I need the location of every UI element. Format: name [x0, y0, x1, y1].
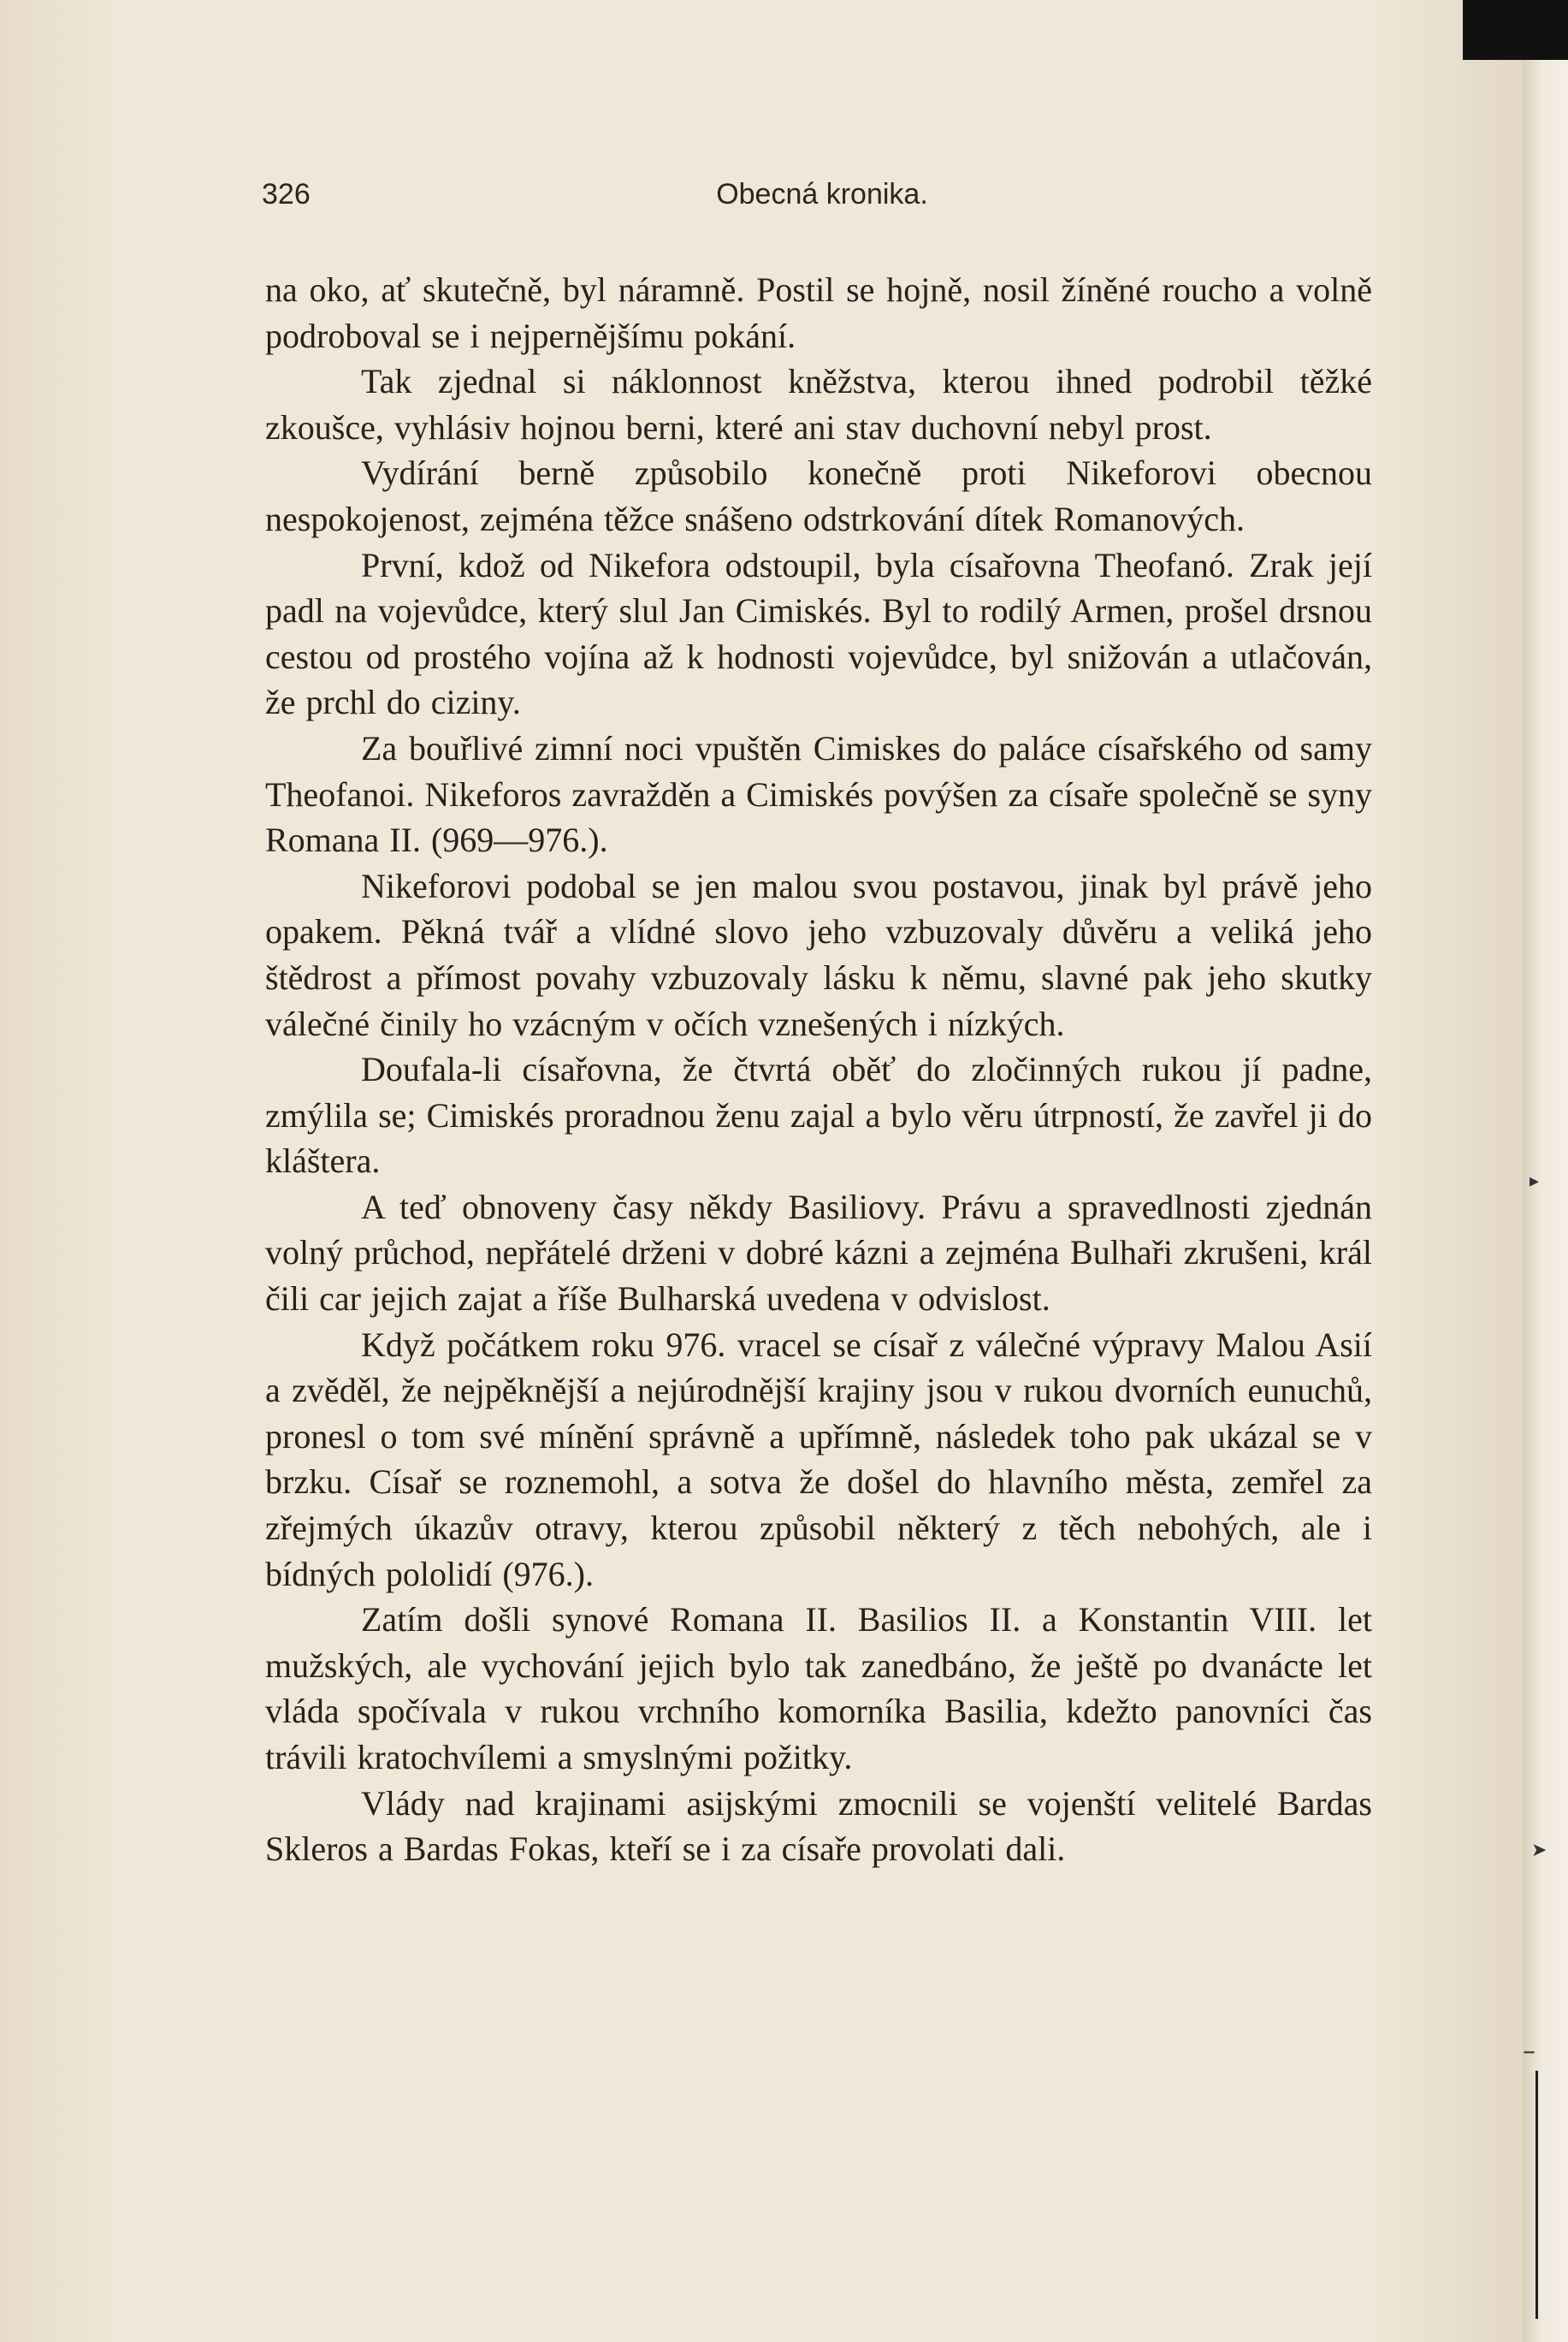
margin-mark-upper: ▸ — [1530, 1171, 1540, 1192]
scan-shadow — [1463, 0, 1568, 60]
paragraph: Když počátkem roku 976. vracel se císař z válečné výpravy Malou Asií a zvěděl, že nejpěknější a nejúrodnější krajiny jsou v rukou dvorních eunuchů, pronesl o tom své mínění správně a upřímně, následek toho pak ukázal se v brzku. Císař se roznemohl, a sotva že došel do hlavního města, zemřel za zřejmých úkazův otravy, kterou způsobil některý z těch nebohých, ale i bídných pololidí (976.). — [265, 1325, 1372, 1593]
paragraph: A teď obnoveny časy někdy Basiliovy. Právu a spravedlnosti zjednán volný průchod, nepřátelé drženi v dobré kázni a zejména Bulhaři zkrušeni, král čili car jejich zajat a říše Bulharská uvedena v odvislost. — [265, 1187, 1372, 1319]
paragraph: Nikeforovi podobal se jen malou svou postavou, jinak byl právě jeho opakem. Pěkná tvář a vlídné slovo jeho vzbuzovaly důvěru a veliká jeho štědrost a přímost povahy vzbuzovaly lásku k němu, slavné pak jeho skutky válečné činily ho vzácným v očích vznešených i nízkých. — [265, 866, 1372, 1043]
margin-mark-lower: ➤ — [1531, 1840, 1547, 1861]
margin-mark-bottom: – — [1523, 2037, 1535, 2066]
page-header — [262, 178, 1382, 216]
paragraph: Za bouřlivé zimní noci vpuštěn Cimiskes do paláce císařského od samy Theofanoi. Nikeforos zavražděn a Cimiskés povýšen za císaře společně se syny Romana II. (969—976.). — [265, 728, 1373, 860]
paragraph: Vydírání berně způsobilo konečně proti Nikeforovi obecnou nespokojenost, zejména těžce snášeno odstrkování dítek Romanových. — [265, 454, 1372, 538]
paragraph: Vlády nad krajinami asijskými zmocnili se vojenští velitelé Bardas Skleros a Bardas Fokas, kteří se i za císaře provolati dali. — [265, 1783, 1372, 1869]
running-title: Obecná kronika. — [716, 178, 928, 210]
paragraph: Tak zjednal si náklonnost kněžstva, kterou ihned podrobil těžké zkoušce, vyhlásiv hojnou berni, které ani stav duchovní nebyl prost. — [265, 362, 1372, 447]
paragraph: První, kdož od Nikefora odstoupil, byla císařovna Theofanó. Zrak její padl na vojevůdce, který slul Jan Cimiskés. Byl to rodilý Armen, prošel drsnou cestou od prostého vojína až k hodnosti vojevůdce, byl snižován a utlačován, že prchl do ciziny. — [265, 545, 1372, 722]
binding-line — [1535, 2071, 1538, 2319]
paragraph: na oko, ať skutečně, byl náramně. Postil se hojně, nosil žíněné roucho a volně podroboval se i nejpernějšímu pokání. — [265, 270, 1372, 355]
body-text — [265, 267, 1372, 1872]
page-number: 326 — [262, 178, 311, 210]
paragraph: Zatím došli synové Romana II. Basilios II. a Konstantin VIII. let mužských, ale vychování jejich bylo tak zanedbáno, že ještě po dvanácte let vláda spočívala v rukou vrchního komorníka Basilia, kdežto panovníci čas trávili kratochvílemi a smyslnými požitky. — [265, 1600, 1372, 1776]
paragraph: Doufala-li císařovna, že čtvrtá oběť do zločinných rukou jí padne, zmýlila se; Cimiskés proradnou ženu zajal a bylo věru útrpností, že zavřel ji do kláštera. — [265, 1050, 1372, 1181]
